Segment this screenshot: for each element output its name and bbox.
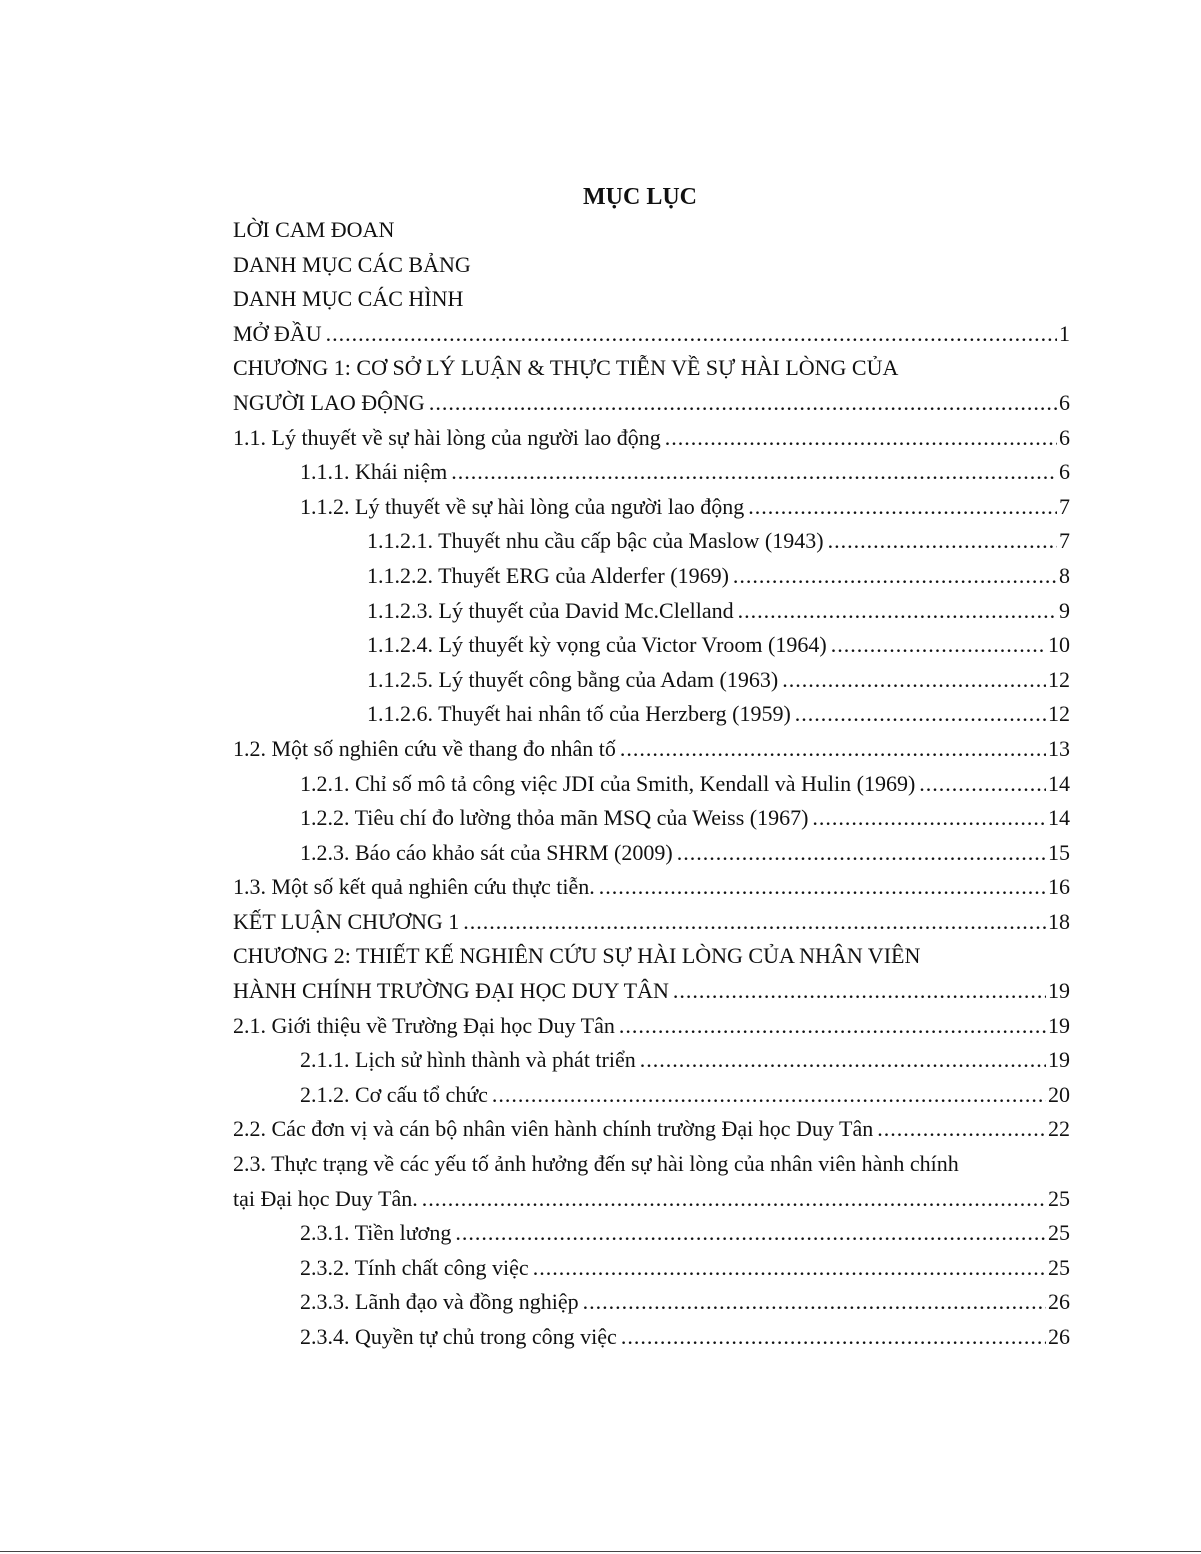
- toc-dot-leader: [620, 732, 1046, 767]
- toc-entry-text: 1.1. Lý thuyết về sự hài lòng của người lao động: [233, 424, 661, 450]
- toc-entry-text: 2.1. Giới thiệu về Trường Đại học Duy Tân: [233, 1012, 615, 1038]
- toc-entry: [233, 1216, 1070, 1251]
- toc-entry-text: 2.3.4. Quyền tự chủ trong công việc: [300, 1324, 617, 1349]
- toc-entry: [233, 905, 1070, 940]
- toc-page-number: 16: [1048, 874, 1070, 900]
- toc-page-number: 26: [1048, 1324, 1070, 1349]
- toc-entry: [233, 939, 1070, 974]
- toc-entry-text: 1.1.1. Khái niệm: [300, 459, 448, 485]
- toc-entry-text: 1.2.2. Tiêu chí đo lường thỏa mãn MSQ của Weiss (1967): [300, 805, 809, 831]
- toc-dot-leader: [831, 628, 1046, 663]
- toc-entry-text: LỜI CAM ĐOAN: [233, 217, 395, 242]
- toc-dot-leader: [782, 663, 1046, 698]
- toc-entry: [233, 594, 1070, 629]
- toc-entry-text: 1.1.2. Lý thuyết về sự hài lòng của người lao động: [300, 493, 745, 519]
- toc-entry-text: CHƯƠNG 2: THIẾT KẾ NGHIÊN CỨU SỰ HÀI LÒNG CỦA NHÂN VIÊN: [233, 943, 921, 969]
- toc-entry-text: DANH MỤC CÁC BẢNG: [233, 251, 471, 277]
- toc-entry: [233, 490, 1070, 525]
- toc-entry: [233, 1320, 1070, 1355]
- toc-entry-text: 2.3.1. Tiền lương: [300, 1220, 452, 1246]
- toc-dot-leader: [463, 905, 1046, 940]
- toc-page-number: 6: [1059, 459, 1070, 485]
- toc-dot-leader: [673, 974, 1046, 1009]
- toc-entry-text: MỞ ĐẦU: [233, 320, 322, 346]
- toc-entry-text: 2.1.1. Lịch sử hình thành và phát triển: [300, 1047, 636, 1073]
- toc-entry-text: 1.1.2.4. Lý thuyết kỳ vọng của Victor Vroom (1964): [367, 632, 827, 658]
- toc-page-number: 1: [1059, 320, 1070, 346]
- toc-entry: [233, 1078, 1070, 1113]
- toc-dot-leader: [812, 801, 1046, 836]
- toc-entry: [233, 663, 1070, 698]
- toc-entry: [233, 1285, 1070, 1320]
- toc-entry: [233, 1147, 1070, 1182]
- toc-page-number: 6: [1059, 389, 1070, 415]
- toc-entry-text: 1.1.2.2. Thuyết ERG của Alderfer (1969): [367, 562, 729, 588]
- toc-entry: [233, 421, 1070, 456]
- toc-entry: [233, 524, 1070, 559]
- toc-dot-leader: [492, 1078, 1046, 1113]
- toc-entry: [233, 455, 1070, 490]
- toc-entry: [233, 732, 1070, 767]
- toc-title: MỤC LỤC: [583, 184, 697, 210]
- toc-entry: [233, 559, 1070, 594]
- page-bottom-rule: [0, 1551, 1201, 1552]
- toc-page-number: 25: [1048, 1220, 1070, 1246]
- toc-entry: [233, 628, 1070, 663]
- toc-page-number: 12: [1048, 701, 1070, 727]
- toc-entry: [233, 697, 1070, 732]
- toc-entry: [233, 1043, 1070, 1078]
- toc-entry-text: 1.1.2.1. Thuyết nhu cầu cấp bậc của Maslow (1943): [367, 528, 824, 554]
- toc-dot-leader: [326, 317, 1057, 352]
- toc-entry-text: 1.1.2.5. Lý thuyết công bằng của Adam (1963): [367, 666, 779, 692]
- toc-entry-text: KẾT LUẬN CHƯƠNG 1: [233, 908, 460, 934]
- toc-entry-text: tại Đại học Duy Tân.: [233, 1185, 418, 1211]
- toc-entry-text: 1.2. Một số nghiên cứu về thang đo nhân tố: [233, 735, 616, 761]
- toc-page-number: 7: [1059, 528, 1070, 554]
- toc-dot-leader: [828, 524, 1057, 559]
- toc-entry-text: 1.2.3. Báo cáo khảo sát của SHRM (2009): [300, 839, 673, 865]
- toc-dot-leader: [429, 386, 1057, 421]
- toc-page-number: 13: [1048, 735, 1070, 761]
- toc-page-number: 9: [1059, 597, 1070, 623]
- toc-entry: [233, 974, 1070, 1009]
- toc-entry: [233, 317, 1070, 352]
- toc-dot-leader: [599, 870, 1046, 905]
- toc-entry-text: 2.3.3. Lãnh đạo và đồng nghiệp: [300, 1289, 579, 1315]
- toc-dot-leader: [748, 490, 1057, 525]
- toc-page-number: 14: [1048, 805, 1070, 831]
- toc-entry: [233, 801, 1070, 836]
- toc-dot-leader: [919, 767, 1046, 802]
- toc-dot-leader: [795, 697, 1046, 732]
- toc-entry-text: 2.2. Các đơn vị và cán bộ nhân viên hành chính trường Đại học Duy Tân: [233, 1116, 874, 1142]
- toc-entry: [233, 386, 1070, 421]
- toc-page-number: 19: [1048, 1012, 1070, 1038]
- toc-page-number: 8: [1059, 562, 1070, 588]
- toc-entry-text: 2.3.2. Tính chất công việc: [300, 1254, 529, 1280]
- toc-dot-leader: [665, 421, 1057, 456]
- toc-entry: [233, 1009, 1070, 1044]
- toc-entry-text: 2.3. Thực trạng về các yếu tố ảnh hưởng đến sự hài lòng của nhân viên hành chính: [233, 1151, 959, 1177]
- toc-page-number: 25: [1048, 1185, 1070, 1211]
- toc-entry: [233, 1182, 1070, 1217]
- toc-dot-leader: [640, 1043, 1046, 1078]
- toc-dot-leader: [533, 1251, 1046, 1286]
- table-of-contents: [233, 213, 1070, 1355]
- toc-entry: [233, 836, 1070, 871]
- toc-page-number: 19: [1048, 978, 1070, 1004]
- toc-page-number: 6: [1059, 424, 1070, 450]
- toc-entry-text: 2.1.2. Cơ cấu tổ chức: [300, 1081, 488, 1107]
- toc-entry-text: DANH MỤC CÁC HÌNH: [233, 286, 464, 312]
- toc-entry-text: 1.1.2.3. Lý thuyết của David Mc.Clelland: [367, 597, 734, 623]
- toc-dot-leader: [455, 1216, 1046, 1251]
- toc-dot-leader: [619, 1009, 1046, 1044]
- toc-page-number: 7: [1059, 493, 1070, 519]
- toc-page-number: 10: [1048, 632, 1070, 658]
- toc-entry-text: 1.1.2.6. Thuyết hai nhân tố của Herzberg (1959): [367, 701, 791, 727]
- toc-entry-text: NGƯỜI LAO ĐỘNG: [233, 389, 425, 415]
- toc-entry: [233, 213, 1070, 248]
- toc-page-number: 26: [1048, 1289, 1070, 1315]
- toc-page-number: 14: [1048, 770, 1070, 796]
- toc-entry-text: 1.3. Một số kết quả nghiên cứu thực tiễn.: [233, 874, 595, 900]
- toc-entry: [233, 351, 1070, 386]
- toc-dot-leader: [733, 559, 1057, 594]
- toc-page-number: 22: [1048, 1116, 1070, 1142]
- toc-dot-leader: [738, 594, 1057, 629]
- toc-page-number: 19: [1048, 1047, 1070, 1073]
- toc-page-number: 12: [1048, 666, 1070, 692]
- toc-entry: [233, 282, 1070, 317]
- toc-entry-text: CHƯƠNG 1: CƠ SỞ LÝ LUẬN & THỰC TIỄN VỀ SỰ HÀI LÒNG CỦA: [233, 355, 899, 381]
- toc-dot-leader: [451, 455, 1057, 490]
- toc-page-number: 25: [1048, 1254, 1070, 1280]
- toc-entry: [233, 1112, 1070, 1147]
- toc-entry: [233, 767, 1070, 802]
- toc-entry: [233, 248, 1070, 283]
- toc-dot-leader: [677, 836, 1046, 871]
- toc-entry-text: 1.2.1. Chỉ số mô tả công việc JDI của Smith, Kendall và Hulin (1969): [300, 770, 916, 796]
- toc-dot-leader: [422, 1182, 1046, 1217]
- toc-dot-leader: [877, 1112, 1046, 1147]
- toc-page-number: 20: [1048, 1081, 1070, 1107]
- toc-page-number: 18: [1048, 908, 1070, 934]
- toc-entry: [233, 1251, 1070, 1286]
- toc-entry-text: HÀNH CHÍNH TRƯỜNG ĐẠI HỌC DUY TÂN: [233, 978, 669, 1004]
- toc-dot-leader: [621, 1320, 1046, 1355]
- toc-entry: [233, 870, 1070, 905]
- toc-page-number: 15: [1048, 839, 1070, 865]
- toc-dot-leader: [583, 1285, 1046, 1320]
